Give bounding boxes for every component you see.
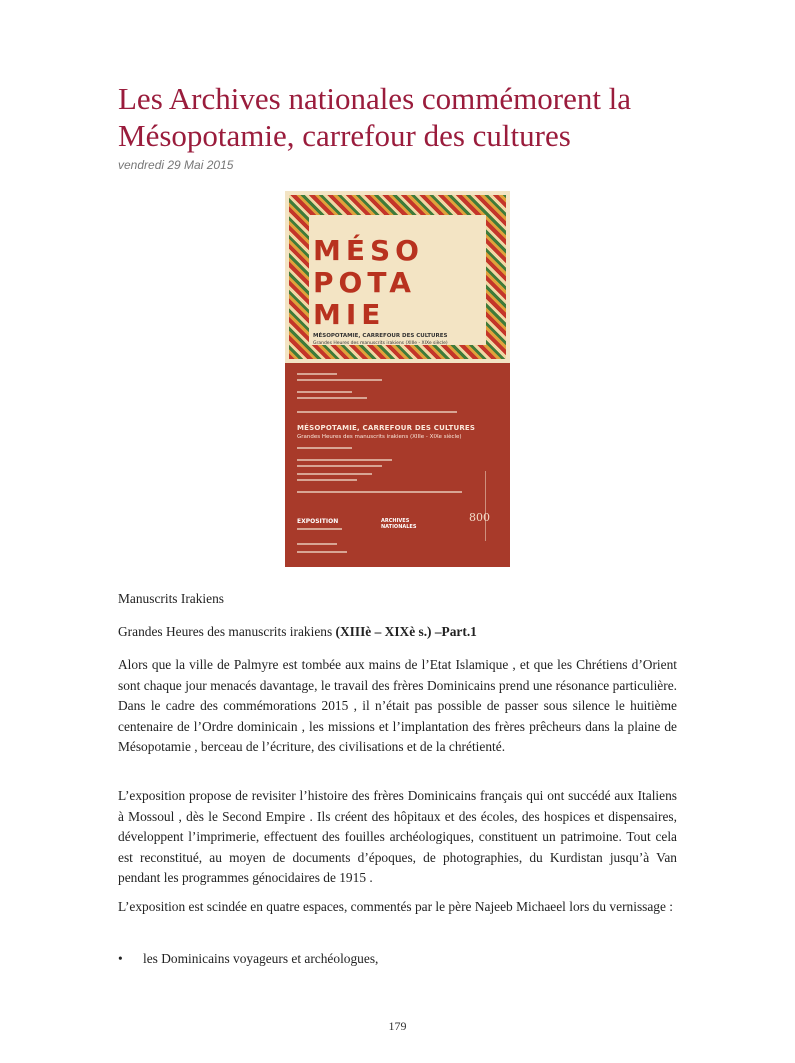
poster-text-line (297, 411, 457, 413)
poster-text-line (297, 551, 347, 553)
article-title: Les Archives nationales commémorent la Mésopotamie, carrefour des cultures (118, 81, 632, 153)
paragraph-espaces: L’exposition est scindée en quatre espaces, commentés par le père Najeeb Michaeel lors du vernissage : (118, 899, 674, 914)
poster-800-anniversary-logo: 800 (469, 511, 490, 524)
poster-text-line (297, 373, 337, 375)
paragraph-grandes-heures (118, 622, 677, 643)
poster-text-line (297, 397, 367, 399)
page-number: 179 (388, 1019, 407, 1033)
poster-text-line (297, 447, 352, 449)
paragraph-manuscrits: Manuscrits Irakiens (118, 591, 224, 606)
poster-bottom-subtitle: Grandes Heures des manuscrits irakiens (XIIIe - XIXe siècle) (297, 434, 462, 440)
archives-nationales-logo: ARCHIVES NATIONALES (381, 518, 417, 530)
poster-text-line (297, 479, 357, 481)
paragraph-exposition: L’exposition propose de revisiter l’histoire des frères Dominicains français qui ont succédé aux Italiens à Mossoul , dès le Second Empire . Ils créent des hôpitaux et des écoles, des hospices et dispensaires, développent l’imprimerie, effectuent des fouilles archéologiques, constituent un patrimoine. Tout cela est reconstitué, au moyen de documents d’époques, de photographies, du Kurdistan jusqu’à Van pendant les programmes génocidaires de 1915 . (118, 788, 677, 885)
poster-bottom-panel (285, 363, 510, 567)
poster-text-line (297, 528, 342, 530)
subtitle-text: Grandes Heures des manuscrits irakiens (118, 624, 336, 639)
poster-text-line (297, 473, 372, 475)
poster-bottom-title: MÉSOPOTAMIE, CARREFOUR DES CULTURES (297, 424, 476, 432)
paragraph-palmyre: Alors que la ville de Palmyre est tombée aux mains de l’Etat Islamique , et que les Chrétiens d’Orient sont chaque jour menacés davantage, le travail des frères Dominicains prend une résonance particulière. Dans le cadre des commémorations 2015 , il n’était pas possible de passer sous silence le huitième centenaire de l’Ordre dominicain , les missions et l’implantation des frères prêcheurs dans la plaine de Mésopotamie , berceau de l’écriture, des civilisations et de la chrétienté. (118, 657, 677, 754)
poster-text-line (297, 491, 462, 493)
poster-word-line-3: MIE (313, 298, 386, 331)
exhibition-poster (285, 191, 510, 567)
poster-divider (485, 471, 486, 541)
poster-subtitle-top-2: Grandes Heures des manuscrits irakiens (XIIIe - XIXe siècle) (313, 341, 448, 346)
poster-word-line-1: MÉSO (313, 234, 424, 267)
article-date: vendredi 29 Mai 2015 (118, 158, 234, 172)
poster-text-line (297, 543, 337, 545)
poster-text-line (297, 391, 352, 393)
subtitle-period: (XIIIè – XIXè s.) –Part.1 (335, 624, 477, 639)
poster-text-line (297, 465, 382, 467)
list-item-text: les Dominicains voyageurs et archéologues, (143, 951, 379, 966)
poster-text-line (297, 459, 392, 461)
poster-subtitle-top: MÉSOPOTAMIE, CARREFOUR DES CULTURES (313, 333, 448, 339)
poster-exposition-label: EXPOSITION (297, 518, 339, 525)
poster-word-line-2: POTA (313, 266, 416, 299)
poster-text-line (297, 379, 382, 381)
bullet-icon: • (118, 951, 123, 966)
poster-top-panel (285, 191, 510, 363)
